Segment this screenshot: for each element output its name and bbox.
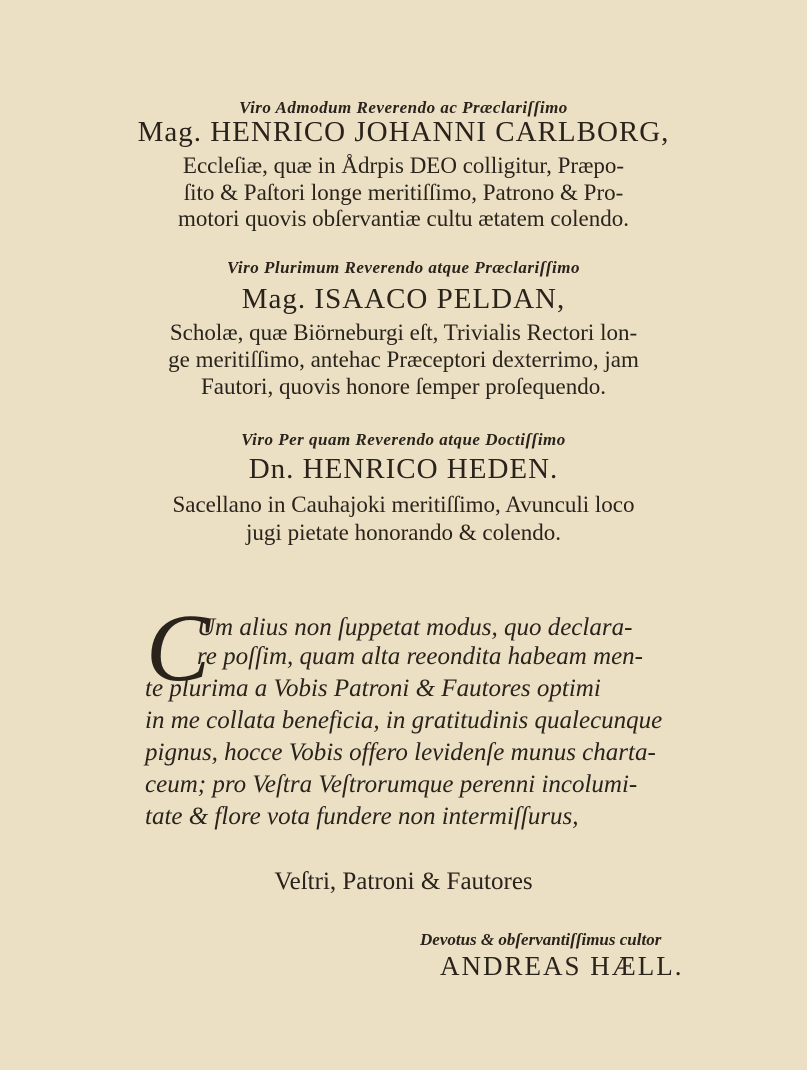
dedication-3-line-1: Sacellano in Cauhajoki meritiſſimo, Avunculi loco bbox=[172, 492, 635, 517]
drop-cap: C bbox=[146, 594, 211, 701]
dedication-2-name: Mag. ISAACO PELDAN, bbox=[241, 283, 566, 315]
dedication-2-heading: Viro Plurimum Reverendo atque Præclariſſimo bbox=[226, 258, 580, 277]
dedication-2-line-1: Scholæ, quæ Biörneburgi eſt, Trivialis Rectori lon- bbox=[169, 320, 638, 345]
dedication-3-name: Dn. HENRICO HEDEN. bbox=[248, 453, 559, 485]
dedication-1-line-3: motori quovis obſervantiæ cultu ætatem colendo. bbox=[178, 206, 629, 231]
dedication-3-line-2: jugi pietate honorando & colendo. bbox=[246, 520, 561, 545]
signature-line: Devotus & obſervantiſſimus cultor bbox=[420, 930, 662, 949]
paragraph-line-5: pignus, hocce Vobis offero levidenſe munus charta- bbox=[145, 739, 656, 766]
paragraph-line-7: tate & flore vota fundere non intermiſſurus, bbox=[145, 803, 579, 830]
dedication-1-line-2: ſito & Paſtori longe meritiſſimo, Patrono & Pro- bbox=[183, 180, 624, 205]
paragraph-line-1: Um alius non ſuppetat modus, quo declara- bbox=[197, 614, 633, 641]
paragraph-line-2: re poſſim, quam alta reeondita habeam men- bbox=[197, 643, 643, 670]
dedication-2-line-3: Fautori, quovis honore ſemper proſequendo. bbox=[201, 374, 606, 399]
dedication-2-line-2: ge meritiſſimo, antehac Præceptori dexterrimo, jam bbox=[168, 347, 639, 372]
dedication-1-heading: Viro Admodum Reverendo ac Præclariſſimo bbox=[239, 98, 568, 117]
closing-line: Veſtri, Patroni & Fautores bbox=[274, 868, 533, 895]
dedication-1-name: Mag. HENRICO JOHANNI CARLBORG, bbox=[137, 116, 670, 148]
dedication-3-heading: Viro Per quam Reverendo atque Doctiſſimo bbox=[241, 430, 566, 449]
paragraph-line-4: in me collata beneficia, in gratitudinis qualecunque bbox=[145, 707, 663, 734]
dedication-1-line-1: Eccleſiæ, quæ in Ådrpis DEO colligitur, Præpo- bbox=[182, 153, 625, 178]
paragraph-line-3: te plurima a Vobis Patroni & Fautores optimi bbox=[145, 675, 601, 702]
paragraph-line-6: ceum; pro Veſtra Veſtrorumque perenni incolumi- bbox=[145, 771, 638, 798]
signature-name: ANDREAS HÆLL. bbox=[440, 951, 684, 981]
